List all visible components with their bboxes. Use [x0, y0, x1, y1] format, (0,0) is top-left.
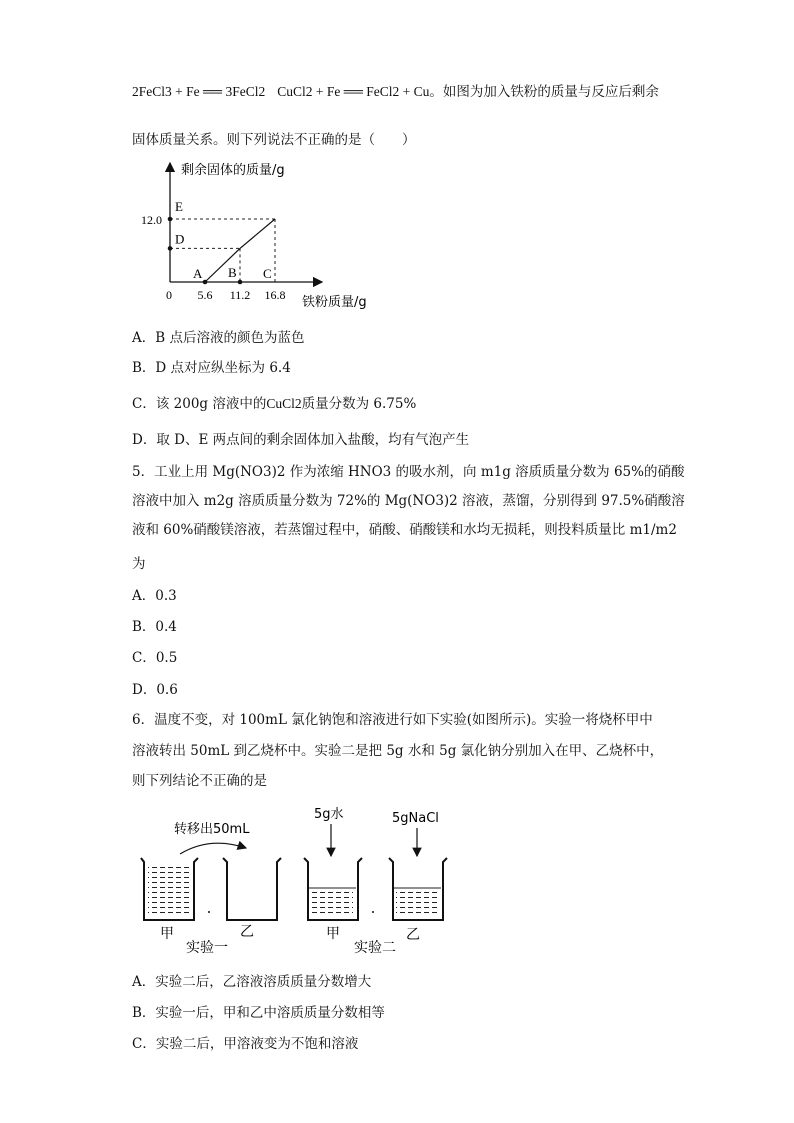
point-label-a: A: [193, 266, 203, 281]
q6-line-3: 则下列结论不正确的是: [132, 773, 267, 789]
q6-line-1: 6．温度不变，对 100mL 氯化钠饱和溶液进行如下实验(如图所示)。实验一将烧杯甲中: [132, 712, 653, 728]
x-tick-label: 11.2: [229, 288, 251, 302]
equation-2: CuCl2 + Fe ══ FeCl2 + Cu: [277, 84, 430, 99]
option-letter: D．: [132, 432, 157, 448]
beaker-label-jia: 甲: [326, 926, 340, 942]
beaker-yi-exp1: [223, 858, 281, 920]
point-label-d: D: [175, 231, 185, 247]
q6-figure: [128, 800, 458, 960]
q6-option-b: B．实验一后，甲和乙中溶质质量分数相等: [132, 1005, 385, 1021]
q4-question-line: 固体质量关系。则下列说法不正确的是（ ）: [132, 132, 416, 148]
q5-line-1: 5．工业上用 Mg(NO3)2 作为浓缩 HNO3 的吸水剂，向 m1g 溶质质量分数为 65%的硝酸: [132, 464, 685, 480]
transfer-arrow-icon: [180, 843, 246, 854]
beaker-label-yi: 乙: [406, 927, 420, 943]
x-axis-label: 铁粉质量/g: [302, 295, 367, 310]
option-text: 取 D、E 两点间的剩余固体加入盐酸，均有气泡产生: [156, 432, 470, 448]
y-tick-label: 12.0: [141, 213, 162, 227]
beaker-label-yi: 乙: [240, 924, 254, 940]
q5-line-3: 液和 60%硝酸镁溶液，若蒸馏过程中，硝酸、硝酸镁和水均无损耗，则投料质量比 m1/m2: [132, 522, 677, 538]
option-formula: CuCl2: [266, 396, 302, 411]
q6-line-2: 溶液转出 50mL 到乙烧杯中。实验二是把 5g 水和 5g 氯化钠分别加入在甲、乙烧杯中，: [132, 743, 664, 759]
option-letter: A．: [132, 330, 156, 346]
origin-label: 0: [166, 288, 172, 302]
q5-option-c: C．0.5: [132, 650, 178, 666]
option-text: B 点后溶液的颜色为蓝色: [155, 330, 305, 346]
data-point-b-axis: [238, 280, 243, 285]
data-point-a: [203, 280, 208, 285]
transfer-label: 转移出50mL: [174, 822, 250, 837]
option-text: 该 200g 溶液中的: [155, 396, 267, 412]
y-axis-label: 剩余固体的质量/g: [181, 163, 285, 178]
beaker-label-jia: 甲: [160, 926, 174, 942]
equation-1: 2FeCl3 + Fe ══ 3FeCl2: [132, 84, 266, 99]
option-text: 质量分数为 6.75%: [301, 396, 417, 412]
nacl-label: 5gNaCl: [392, 811, 439, 826]
q4-option-d: [132, 431, 469, 449]
point-label-e: E: [175, 199, 183, 214]
q5-line-2: 溶液中加入 m2g 溶质质量分数为 72%的 Mg(NO3)2 溶液，蒸馏，分别得到 97.5%硝酸溶: [132, 493, 685, 509]
separator-dot: [208, 911, 210, 913]
data-point-e: [168, 217, 173, 222]
q5-option-d: D．0.6: [132, 682, 178, 698]
q4-chart: [130, 160, 400, 310]
separator-dot: [372, 911, 374, 913]
x-tick-label: 5.6: [197, 288, 213, 302]
point-label-b: B: [228, 265, 237, 280]
option-letter: B．: [132, 360, 156, 376]
experiment-1-label: 实验一: [186, 940, 228, 956]
q4-intro-tail: 。如图为加入铁粉的质量与反应后剩余: [429, 84, 659, 100]
q6-option-c: C．实验二后，甲溶液变为不饱和溶液: [132, 1036, 359, 1052]
water-label: 5g水: [314, 807, 344, 822]
experiment-2-label: 实验二: [354, 940, 396, 956]
beaker-yi-exp2: [389, 858, 447, 920]
q5-option-b: B．0.4: [132, 619, 177, 635]
q4-option-b: [132, 359, 291, 377]
q5-line-4: 为: [132, 556, 146, 572]
option-letter: C．: [132, 396, 156, 412]
point-label-c: C: [263, 266, 272, 281]
x-tick-label: 16.8: [264, 288, 286, 302]
beaker-jia-exp1: [141, 858, 198, 920]
q5-option-a: A．0.3: [132, 588, 177, 604]
beaker-jia-exp2: [304, 858, 362, 920]
q4-option-c: [132, 395, 416, 413]
q4-option-a: [132, 329, 304, 347]
data-point-d: [168, 246, 173, 251]
q6-option-a: A．实验二后，乙溶液溶质质量分数增大: [132, 974, 372, 990]
q4-intro-line: [132, 83, 659, 101]
option-text: D 点对应纵坐标为 6.4: [155, 360, 291, 376]
